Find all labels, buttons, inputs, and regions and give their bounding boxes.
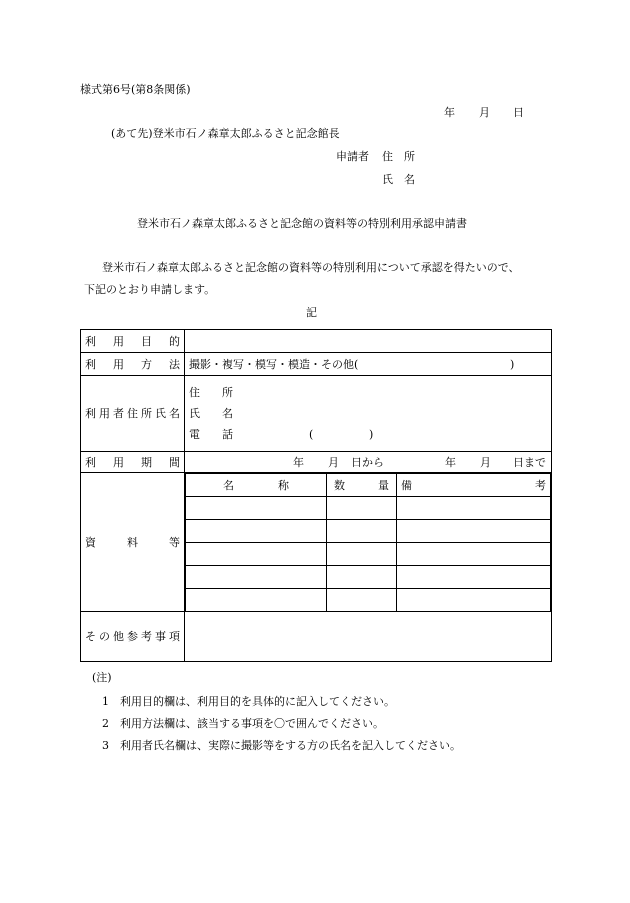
ki-label: 記 [306, 306, 317, 319]
date-year-label: 年 [444, 106, 455, 119]
purpose-row [81, 330, 552, 353]
method-field[interactable] [185, 353, 552, 376]
materials-row-3 [186, 543, 551, 566]
material-note-input[interactable] [397, 543, 551, 566]
purpose-field[interactable] [185, 330, 552, 353]
note-number: 2 [102, 717, 109, 730]
user-address-label: 住 所 [189, 386, 233, 399]
col-note-header [397, 474, 551, 497]
user-name-label: 氏 名 [189, 407, 233, 420]
period-row [81, 452, 552, 473]
user-field[interactable] [185, 376, 552, 452]
method-row [81, 353, 552, 376]
material-note-input[interactable] [397, 566, 551, 589]
other-field[interactable] [185, 612, 552, 662]
period-month-2: 月 [480, 456, 491, 469]
phone-close-paren: ) [369, 428, 374, 441]
note-text: 利用目的欄は、利用目的を具体的に記入してください。 [120, 695, 395, 708]
materials-table [185, 473, 551, 611]
note-number: 3 [102, 739, 109, 752]
user-phone-label: 電 話 [189, 428, 233, 441]
materials-label: 資料等 [85, 535, 180, 549]
purpose-label: 利用目的 [85, 334, 180, 348]
method-close-paren: ) [510, 358, 515, 371]
period-year-2: 年 [445, 456, 456, 469]
note-text: 利用方法欄は、該当する事項を〇で囲んでください。 [120, 717, 384, 730]
col-note-a: 備 [401, 478, 412, 492]
materials-cell [185, 473, 552, 612]
col-name-header: 名 称 [186, 474, 327, 497]
material-note-input[interactable] [397, 497, 551, 520]
period-label: 利用期間 [85, 455, 180, 469]
period-day-2: 日まで [513, 456, 546, 469]
note-number: 1 [102, 695, 109, 708]
date-month-label: 月 [479, 106, 490, 119]
materials-header [186, 474, 551, 497]
materials-row-1 [186, 497, 551, 520]
material-qty-input[interactable] [327, 520, 397, 543]
document-title: 登米市石ノ森章太郎ふるさと記念館の資料等の特別利用承認申請書 [137, 217, 467, 230]
applicant-address-label: 住 所 [382, 150, 415, 163]
note-text: 利用者氏名欄は、実際に撮影等をする方の氏名を記入してください。 [120, 739, 461, 752]
method-label: 利用方法 [85, 357, 180, 371]
material-name-input[interactable] [186, 589, 327, 612]
applicant-label: 申請者 [336, 150, 369, 163]
material-name-input[interactable] [186, 520, 327, 543]
materials-row [81, 473, 552, 612]
materials-row-4 [186, 566, 551, 589]
notes-heading: (注) [92, 671, 112, 684]
material-name-input[interactable] [186, 543, 327, 566]
materials-row-2 [186, 520, 551, 543]
period-field[interactable] [185, 452, 552, 473]
other-label: その他参考事項 [85, 630, 180, 643]
form-number: 様式第6号(第8条関係) [80, 83, 191, 96]
material-qty-input[interactable] [327, 497, 397, 520]
col-qty-header: 数 量 [327, 474, 397, 497]
period-day-1: 日から [351, 456, 384, 469]
user-row [81, 376, 552, 452]
application-table [80, 329, 552, 662]
other-row [81, 612, 552, 662]
date-day-label: 日 [513, 106, 524, 119]
material-qty-input[interactable] [327, 566, 397, 589]
addressee: (あて先)登米市石ノ森章太郎ふるさと記念館長 [111, 127, 340, 140]
material-note-input[interactable] [397, 589, 551, 612]
materials-row-5 [186, 589, 551, 612]
material-qty-input[interactable] [327, 543, 397, 566]
material-name-input[interactable] [186, 566, 327, 589]
body-line-1: 登米市石ノ森章太郎ふるさと記念館の資料等の特別利用について承認を得たいので、 [102, 261, 520, 274]
material-note-input[interactable] [397, 520, 551, 543]
body-line-2: 下記のとおり申請します。 [84, 283, 216, 296]
material-name-input[interactable] [186, 497, 327, 520]
period-year-1: 年 [293, 456, 304, 469]
period-month-1: 月 [328, 456, 339, 469]
material-qty-input[interactable] [327, 589, 397, 612]
col-note-b: 考 [535, 479, 546, 492]
phone-open-paren: ( [309, 428, 314, 441]
method-options: 撮影・複写・模写・模造・その他( [189, 357, 359, 371]
user-label: 利用者住所氏名 [85, 407, 180, 420]
applicant-name-label: 氏 名 [382, 173, 415, 186]
